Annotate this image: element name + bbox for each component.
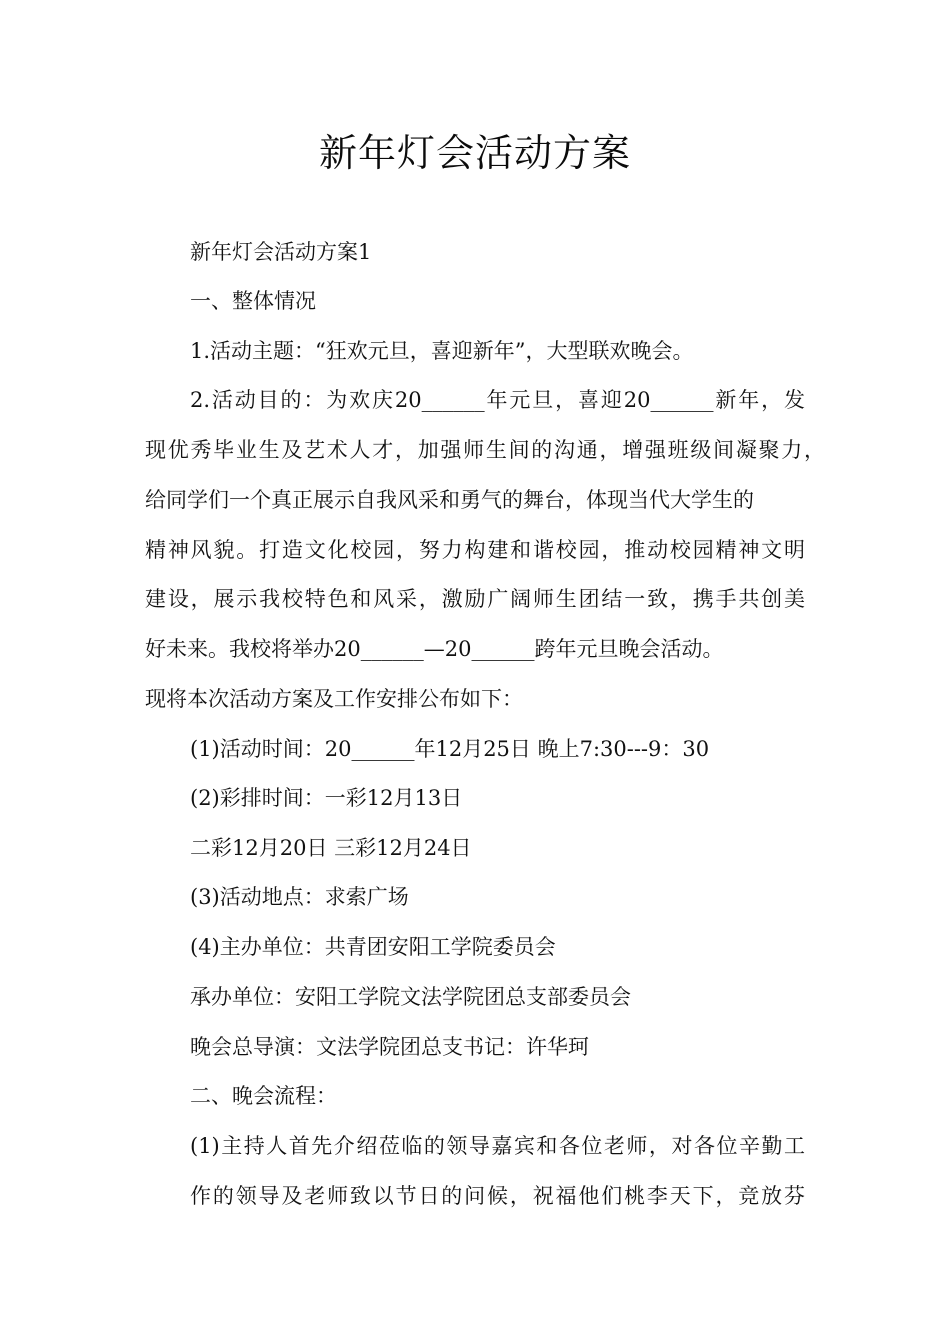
paragraph-line: 好未来。我校将举办20______—20______跨年元旦晚会活动。 bbox=[145, 637, 724, 661]
paragraph-line: 承办单位：安阳工学院文法学院团总支部委员会 bbox=[190, 985, 631, 1009]
section-heading: 二、晚会流程： bbox=[190, 1084, 337, 1108]
paragraph-line: (2)彩排时间：一彩12月13日 bbox=[190, 786, 463, 810]
paragraph-line: 精神风貌。打造文化校园，努力构建和谐校园，推动校园精神文明 bbox=[145, 538, 805, 562]
paragraph-line: 作的领导及老师致以节日的问候，祝福他们桃李天下，竞放芬 bbox=[190, 1184, 805, 1208]
paragraph-line: 1.活动主题：“狂欢元旦，喜迎新年”，大型联欢晚会。 bbox=[190, 339, 694, 363]
paragraph-line: 现优秀毕业生及艺术人才，加强师生间的沟通，增强班级间凝聚力， bbox=[145, 438, 825, 462]
paragraph-line: (3)活动地点：求索广场 bbox=[190, 885, 409, 909]
paragraph-line: (1)主持人首先介绍莅临的领导嘉宾和各位老师，对各位辛勤工 bbox=[190, 1134, 805, 1158]
paragraph-line: (1)活动时间：20______年12月25日 晚上7:30---9：30 bbox=[190, 737, 710, 761]
paragraph-line: 晚会总导演：文法学院团总支书记：许华珂 bbox=[190, 1035, 589, 1059]
paragraph-line: 给同学们一个真正展示自我风采和勇气的舞台，体现当代大学生的 bbox=[145, 488, 754, 512]
paragraph-line: 二彩12月20日 三彩12月24日 bbox=[190, 836, 472, 860]
paragraph-line: (4)主办单位：共青团安阳工学院委员会 bbox=[190, 935, 556, 959]
document-title: 新年灯会活动方案 bbox=[318, 131, 631, 175]
paragraph-line: 建设，展示我校特色和风采，激励广阔师生团结一致，携手共创美 bbox=[145, 587, 805, 611]
section-heading: 新年灯会活动方案1 bbox=[190, 240, 372, 264]
section-heading: 一、整体情况 bbox=[190, 289, 316, 313]
paragraph-line: 现将本次活动方案及工作安排公布如下： bbox=[145, 687, 523, 711]
paragraph-line: 2.活动目的：为欢庆20______年元旦，喜迎20______新年，发 bbox=[190, 388, 805, 412]
